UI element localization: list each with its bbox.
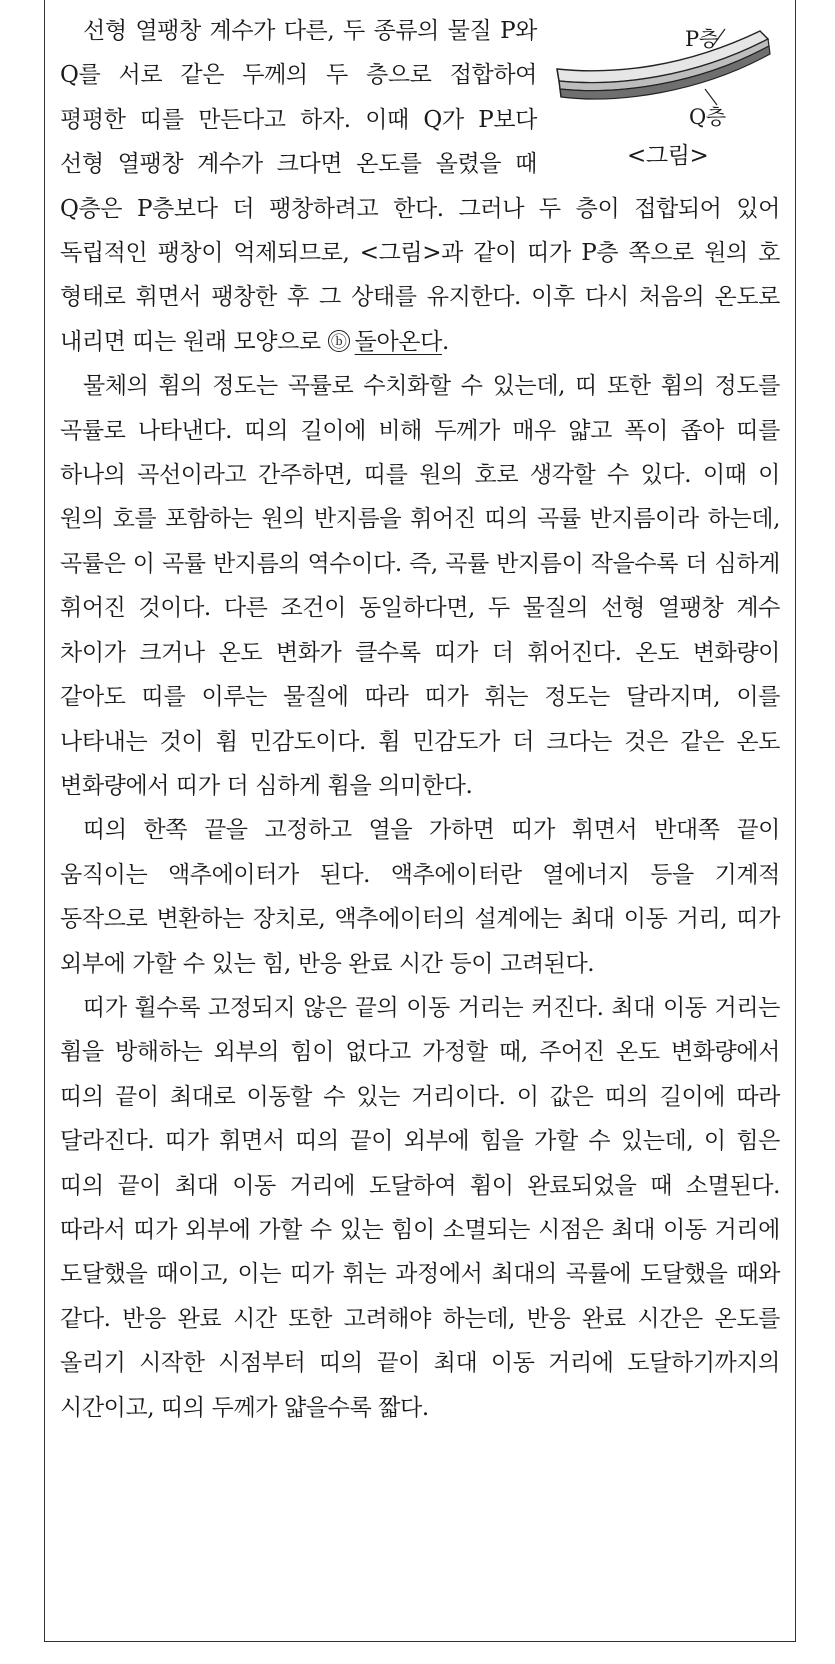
bimetal-figure [555, 9, 780, 175]
figure-caption: <그림> [627, 143, 709, 169]
paragraph-4: 띠가 휠수록 고정되지 않은 끝의 이동 거리는 커진다. 최대 이동 거리는 휨을 방해하는 외부의 힘이 없다고 가정할 때, 주어진 온도 변화량에서 띠의 끝이 최대로 이동할 수 있는 거리이다. 이 값은 띠의 길이에 따라 달라진다. 띠가 휘면서 띠의 끝이 외부에 힘을 가할 수 있는데, 이 힘은 띠의 끝이 최대 이동 거리에 도달하여 휨이 완료되었을 때 소멸된다. 따라서 띠가 외부에 가할 수 있는 힘이 소멸되는 시점은 최대 이동 거리에 도달했을 때이고, 이는 띠가 휘는 과정에서 최대의 곡률에 도달했을 때와 같다. 반응 완료 시간 또한 고려해야 하는데, 반응 완료 시간은 온도를 올리기 시작한 시점부터 띠의 끝이 최대 이동 거리에 도달하기까지의 시간이고, 띠의 두께가 얇을수록 짧다. [60, 994, 780, 1421]
q-leader-line [705, 89, 717, 105]
q-layer-label: Q층 [689, 105, 726, 129]
underlined-phrase-b: 돌아온다 [354, 328, 442, 355]
paragraph-1-end: . [441, 328, 449, 355]
passage-text [60, 9, 780, 1430]
paragraph-1-text: 선형 열팽창 계수가 다른, 두 종류의 물질 P와 Q를 서로 같은 두께의 두 층으로 접합하여 평평한 띠를 만든다고 하자. 이때 Q가 P보다 선형 열팽창 계수가 크다면 온도를 올렸을 때 Q층은 P층보다 더 팽창하려고 한다. 그러나 두 층이 접합되어 있어 독립적인 팽창이 억제되므로, <그림>과 같이 띠가 P층 쪽으로 원의 호 형태로 휘면서 팽창한 후 그 상태를 유지한다. 이후 다시 처음의 온도로 내리면 띠는 원래 모양으로 [60, 18, 780, 355]
bimetal-strip-illustration [555, 9, 780, 144]
paragraph-1 [60, 9, 780, 364]
paragraph-2: 물체의 휨의 정도는 곡률로 수치화할 수 있는데, 띠 또한 휨의 정도를 곡률로 나타낸다. 띠의 길이에 비해 두께가 매우 얇고 폭이 좁아 띠를 하나의 곡선이라고 간주하면, 띠를 원의 호로 생각할 수 있다. 이때 이 원의 호를 포함하는 원의 반지름을 휘어진 띠의 곡률 반지름이라 하는데, 곡률은 이 곡률 반지름의 역수이다. 즉, 곡률 반지름이 작을수록 더 심하게 휘어진 것이다. 다른 조건이 동일하다면, 두 물질의 선형 열팽창 계수 차이가 크거나 온도 변화가 클수록 띠가 더 휘어진다. 온도 변화량이 같아도 띠를 이루는 물질에 따라 띠가 휘는 정도는 달라지며, 이를 나타내는 것이 휨 민감도이다. 휨 민감도가 더 크다는 것은 같은 온도 변화량에서 띠가 더 심하게 휨을 의미한다. [60, 373, 780, 799]
paragraph-3: 띠의 한쪽 끝을 고정하고 열을 가하면 띠가 휘면서 반대쪽 끝이 움직이는 액추에이터가 된다. 액추에이터란 열에너지 등을 기계적 동작으로 변환하는 장치로, 액추에이터의 설계에는 최대 이동 거리, 띠가 외부에 가할 수 있는 힘, 반응 완료 시간 등이 고려된다. [60, 817, 780, 977]
p-layer-label: P층 [685, 27, 719, 51]
marker-b: ⓑ [328, 330, 350, 352]
